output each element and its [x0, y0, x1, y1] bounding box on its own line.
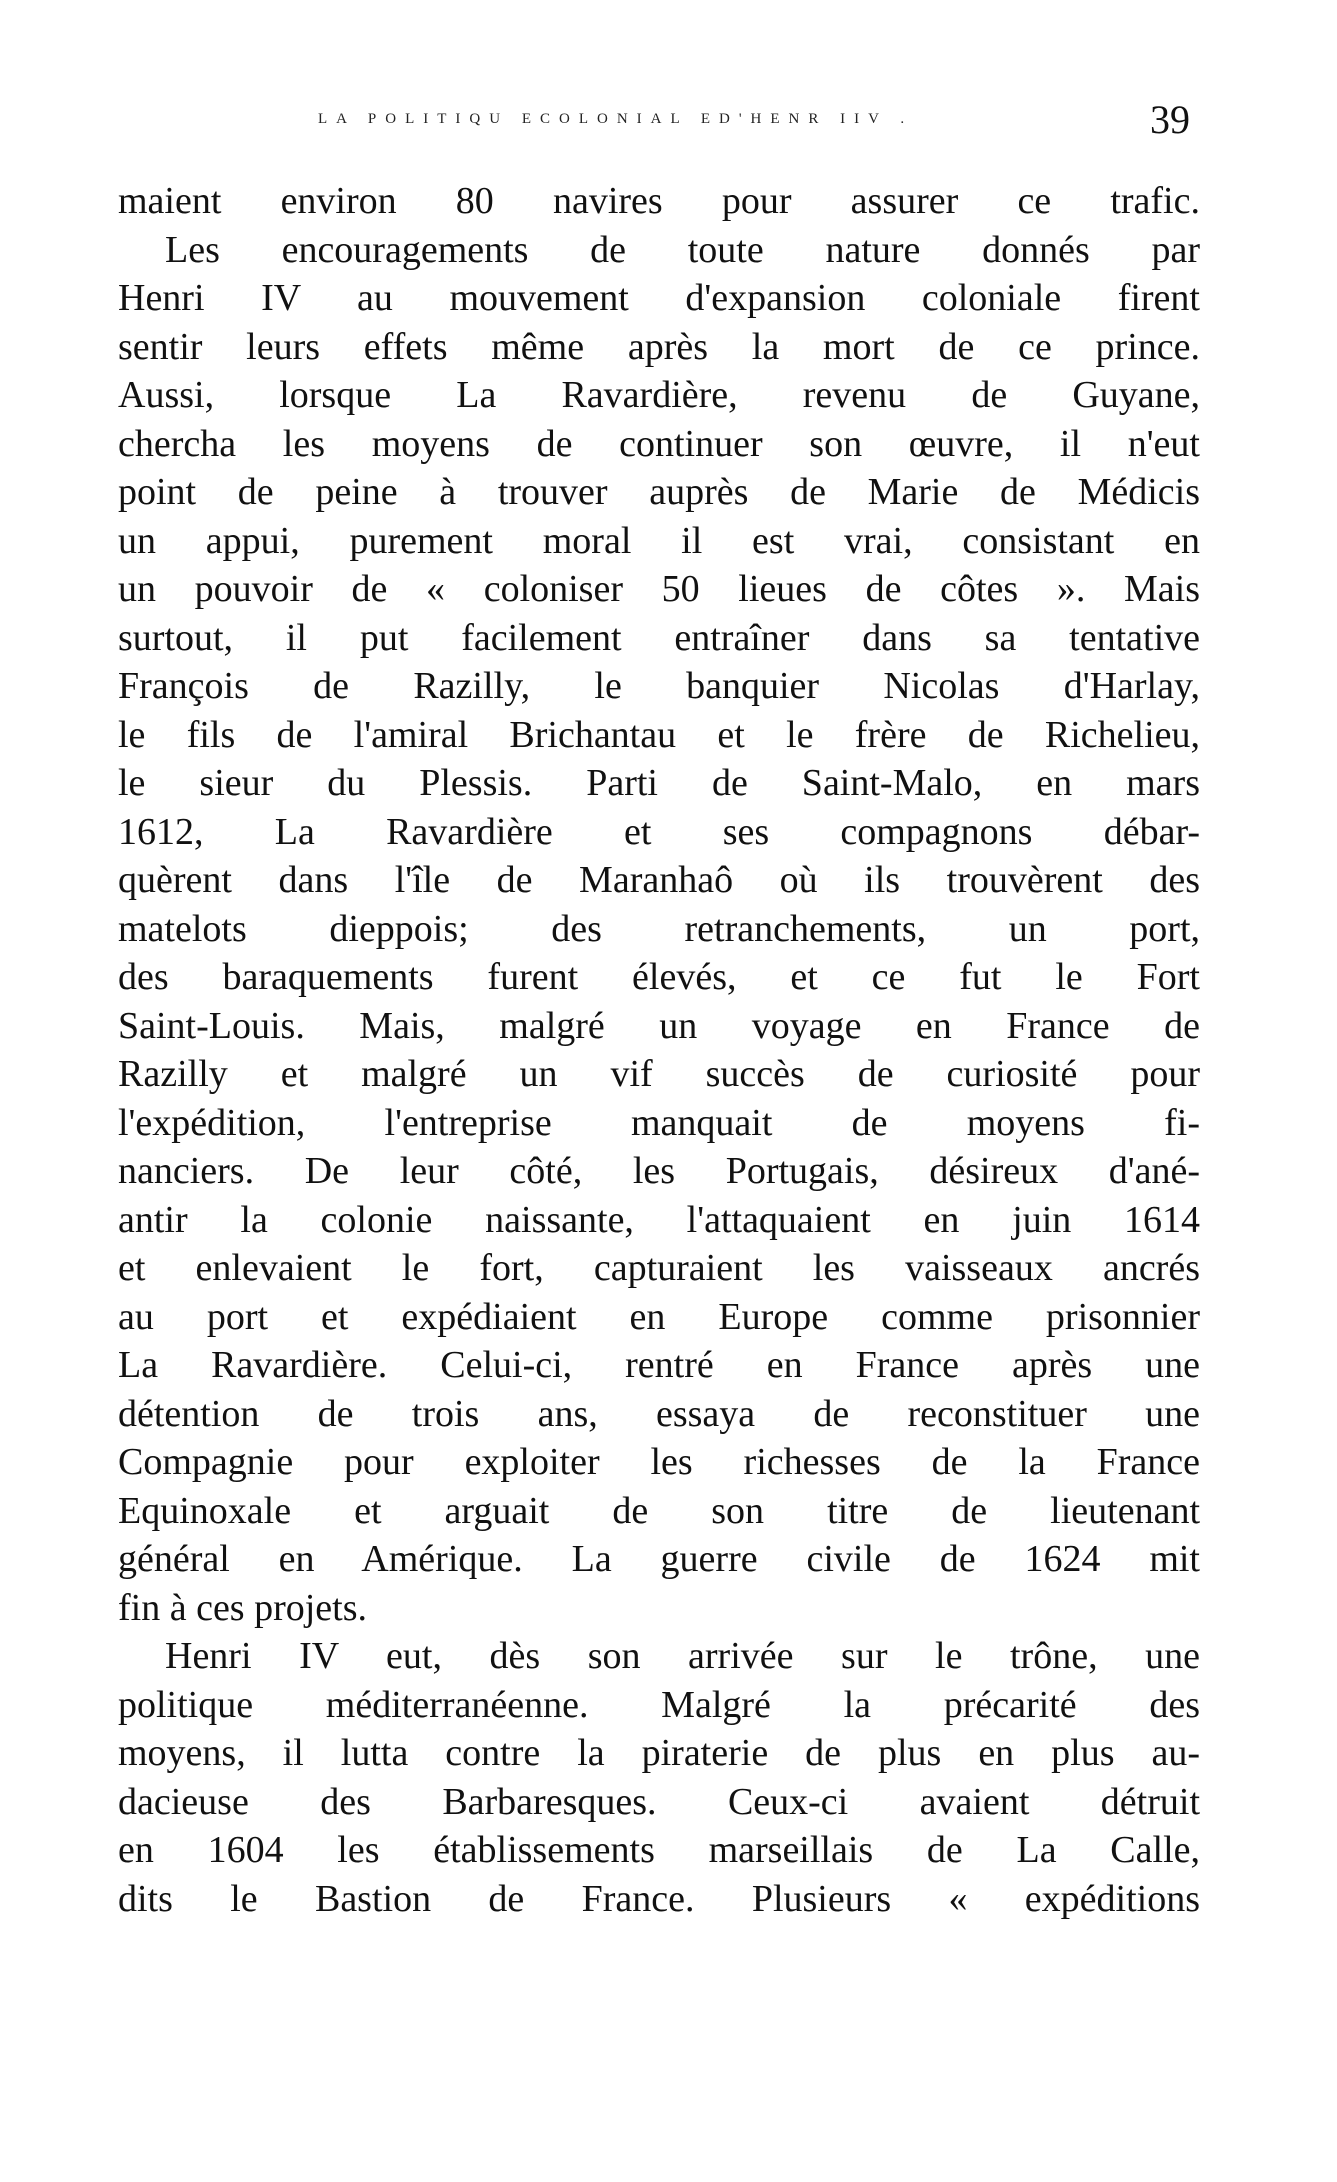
text-line: Saint-Louis. Mais, malgré un voyage en France de — [118, 1004, 1200, 1047]
text-line: François de Razilly, le banquier Nicolas d'Harlay, — [118, 665, 1200, 707]
text-line: point de peine à trouver auprès de Marie de Médicis — [118, 471, 1200, 513]
text-line: La Ravardière. Celui-ci, rentré en France après une — [118, 1344, 1200, 1386]
text-line: surtout, il put facilement entraîner dans sa tentative — [118, 616, 1200, 659]
text-line: antir la colonie naissante, l'attaquaient en juin 1614 — [118, 1198, 1200, 1241]
running-head: LA POLITIQU ECOLONIAL ED'HENR IIV . — [318, 111, 914, 127]
text-line: maient environ 80 navires pour assurer ce trafic. — [118, 180, 1200, 222]
text-line: l'expédition, l'entreprise manquait de moyens fi- — [118, 1101, 1200, 1144]
text-line: Les encouragements de toute nature donnés par — [165, 228, 1200, 271]
text-line: Henri IV eut, dès son arrivée sur le trône, une — [165, 1635, 1200, 1677]
text-line: nanciers. De leur côté, les Portugais, désireux d'ané- — [118, 1150, 1200, 1192]
text-line: le fils de l'amiral Brichantau et le frère de Richelieu, — [118, 713, 1200, 756]
text-line: un appui, purement moral il est vrai, consistant en — [118, 519, 1200, 562]
text-line: dits le Bastion de France. Plusieurs « expéditions — [118, 1877, 1200, 1920]
text-line: moyens, il lutta contre la piraterie de plus en plus au- — [118, 1732, 1200, 1774]
text-line: en 1604 les établissements marseillais de La Calle, — [118, 1829, 1200, 1871]
text-line: détention de trois ans, essaya de reconstituer une — [118, 1392, 1200, 1435]
text-line: et enlevaient le fort, capturaient les vaisseaux ancrés — [118, 1247, 1200, 1289]
text-line: quèrent dans l'île de Maranhaô où ils trouvèrent des — [118, 859, 1200, 901]
text-line: chercha les moyens de continuer son œuvre, il n'eut — [118, 422, 1200, 465]
text-line: dacieuse des Barbaresques. Ceux-ci avaient détruit — [118, 1780, 1200, 1823]
text-line: Equinoxale et arguait de son titre de lieutenant — [118, 1489, 1200, 1532]
text-line: un pouvoir de « coloniser 50 lieues de côtes ». Mais — [118, 568, 1200, 610]
text-line: le sieur du Plessis. Parti de Saint-Malo, en mars — [118, 762, 1200, 804]
text-line: Henri IV au mouvement d'expansion coloniale firent — [118, 277, 1200, 319]
text-line: Razilly et malgré un vif succès de curiosité pour — [118, 1053, 1200, 1095]
text-line: des baraquements furent élevés, et ce fut le Fort — [118, 956, 1200, 998]
text-line: fin à ces projets. — [118, 1586, 368, 1629]
text-line: 1612, La Ravardière et ses compagnons débar- — [118, 810, 1200, 853]
page-number: 39 — [1150, 97, 1190, 142]
text-line: Compagnie pour exploiter les richesses de la France — [118, 1441, 1200, 1483]
text-line: matelots dieppois; des retranchements, un port, — [118, 907, 1200, 950]
text-line: au port et expédiaient en Europe comme prisonnier — [118, 1295, 1200, 1338]
text-line: Aussi, lorsque La Ravardière, revenu de Guyane, — [118, 374, 1200, 416]
text-line: général en Amérique. La guerre civile de 1624 mit — [118, 1538, 1200, 1580]
text-line: politique méditerranéenne. Malgré la précarité des — [118, 1683, 1200, 1726]
text-line: sentir leurs effets même après la mort de ce prince. — [118, 325, 1200, 368]
body-text — [118, 177, 1200, 1923]
